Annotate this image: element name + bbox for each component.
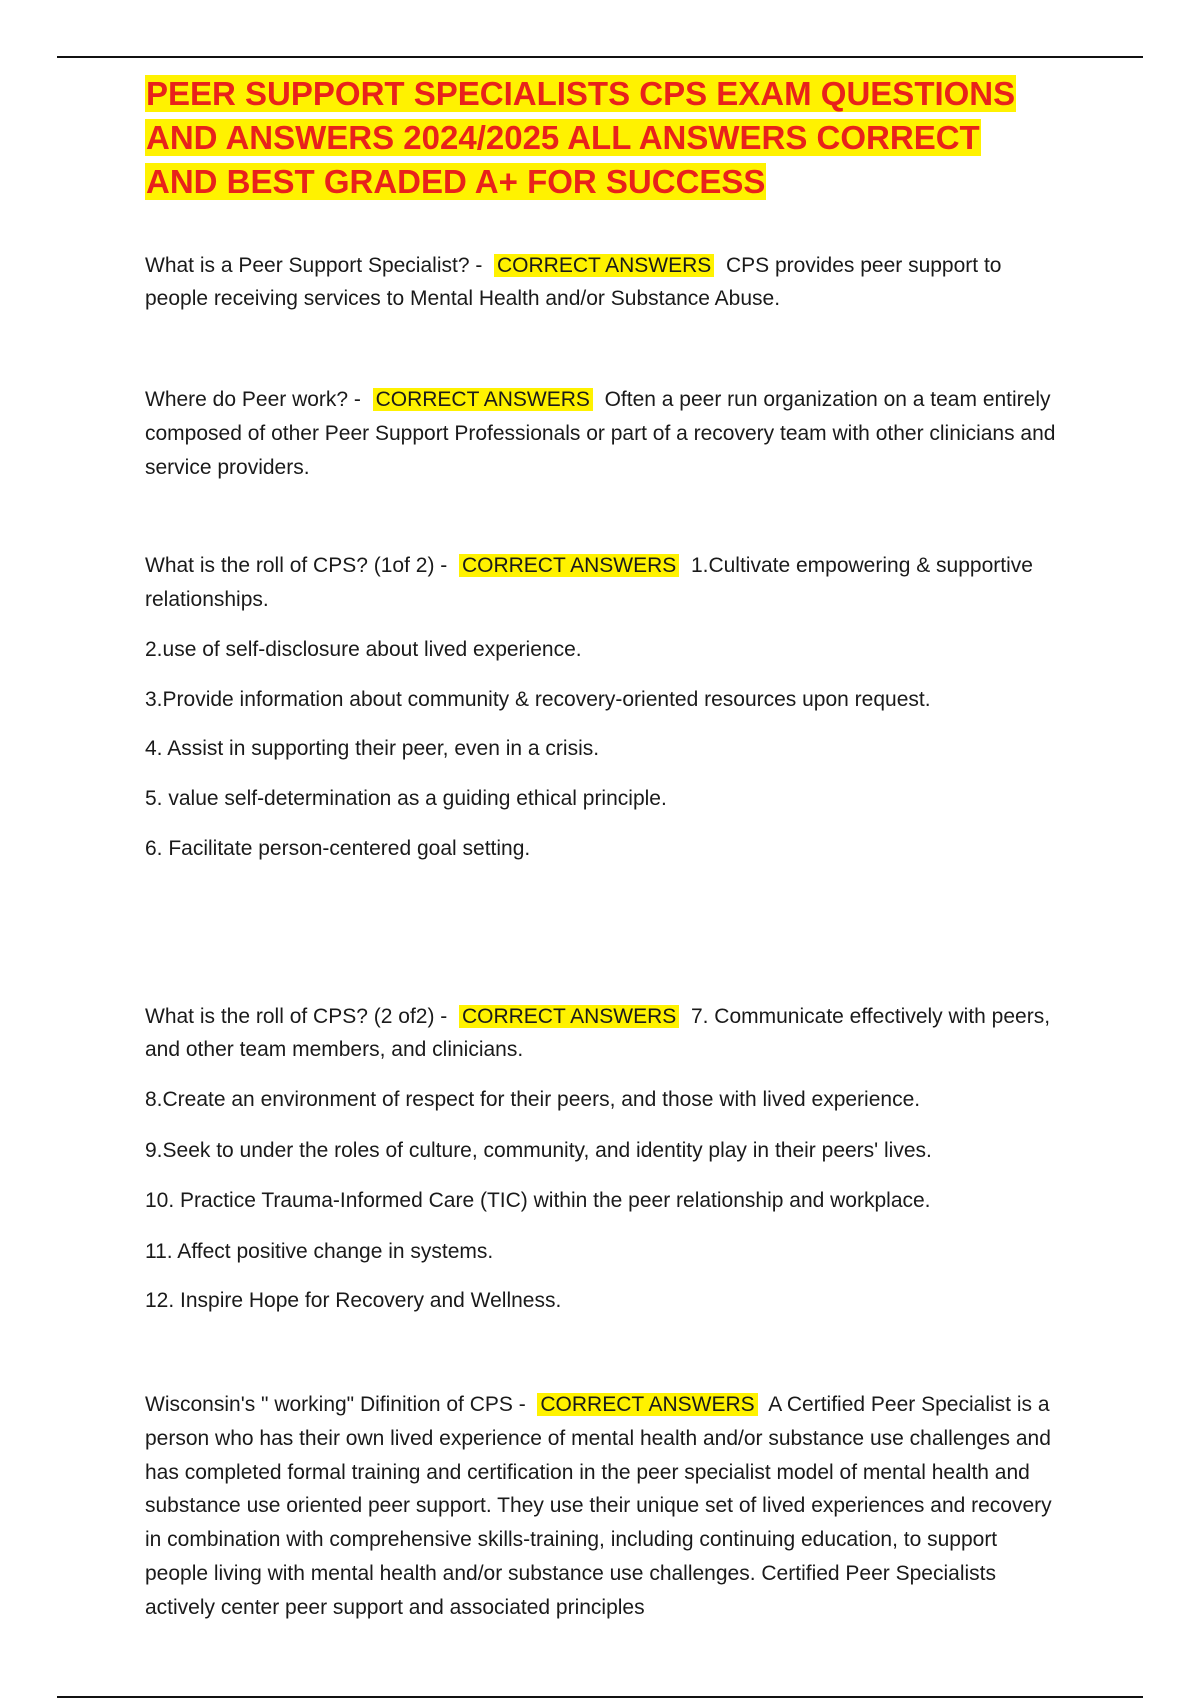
list-item: 5. value self-determination as a guiding ethical principle.: [145, 787, 667, 810]
list-item: 2.use of self-disclosure about lived experience.: [145, 638, 582, 661]
question-text: What is the roll of CPS? (2 of2) -: [145, 1005, 448, 1028]
question-text: Wisconsin's " working" Difinition of CPS -: [145, 1393, 526, 1416]
qa-paragraph: [145, 549, 1065, 617]
qa-paragraph: [145, 249, 1025, 315]
qa-paragraph: [145, 383, 1065, 485]
list-item: 11. Affect positive change in systems.: [145, 1240, 494, 1263]
qa-paragraph: [145, 1388, 1065, 1625]
list-item: 9.Seek to under the roles of culture, community, and identity play in their peers' lives.: [145, 1139, 932, 1162]
correct-answers-label: CORRECT ANSWERS: [537, 1393, 757, 1416]
correct-answers-label: CORRECT ANSWERS: [459, 1005, 679, 1028]
correct-answers-label: CORRECT ANSWERS: [459, 554, 679, 577]
list-item: 3.Provide information about community & recovery-oriented resources upon request.: [145, 688, 931, 711]
question-text: What is a Peer Support Specialist? -: [145, 254, 483, 277]
list-item: 8.Create an environment of respect for their peers, and those with lived experience.: [145, 1088, 921, 1111]
list-item: 10. Practice Trauma-Informed Care (TIC) within the peer relationship and workplace.: [145, 1189, 931, 1212]
question-text: What is the roll of CPS? (1of 2) -: [145, 554, 448, 577]
answer-text: 1.Cultivate empowering & supportive relationships.: [145, 554, 1033, 611]
bottom-rule: [57, 1696, 1143, 1698]
qa-item: [145, 1388, 1065, 1625]
qa-paragraph: [145, 1000, 1075, 1066]
list-item: 4. Assist in supporting their peer, even in a crisis.: [145, 737, 600, 760]
answer-text: CPS provides peer support to people receiving services to Mental Health and/or Substance Abuse.: [145, 254, 1002, 310]
list-item: 6. Facilitate person-centered goal setting.: [145, 837, 531, 860]
qa-item: [145, 549, 1065, 860]
qa-item: [145, 1000, 1075, 1312]
qa-item: [145, 383, 1065, 485]
answer-text: 7. Communicate effectively with peers, and other team members, and clinicians.: [145, 1005, 1051, 1061]
document-body: [145, 72, 1075, 1619]
list-item: 12. Inspire Hope for Recovery and Wellness.: [145, 1289, 562, 1312]
correct-answers-label: CORRECT ANSWERS: [494, 254, 714, 277]
qa-item: [145, 249, 1025, 315]
answer-text: Often a peer run organization on a team entirely composed of other Peer Support Professionals or part of a recovery team with other clinicians and service providers.: [145, 388, 1056, 479]
question-text: Where do Peer work? -: [145, 388, 361, 411]
correct-answers-label: CORRECT ANSWERS: [373, 388, 593, 411]
answer-text: A Certified Peer Specialist is a person who has their own lived experience of mental health and/or substance use challenges and has completed formal training and certification in the peer specialist model of mental health and substance use oriented peer support. They use their unique set of lived experiences and recovery in combination with comprehensive skills-training, including continuing education, to support people living with mental health and/or substance use challenges. Certified Peer Specialists actively center peer support and associated principles: [145, 1393, 1052, 1619]
title-text: PEER SUPPORT SPECIALISTS CPS EXAM QUESTIONS AND ANSWERS 2024/2025 ALL ANSWERS CORRECT AND BEST GRADED A+ FOR SUCCESS: [146, 75, 1016, 200]
document-title: [145, 72, 1025, 204]
top-rule: [57, 56, 1143, 58]
